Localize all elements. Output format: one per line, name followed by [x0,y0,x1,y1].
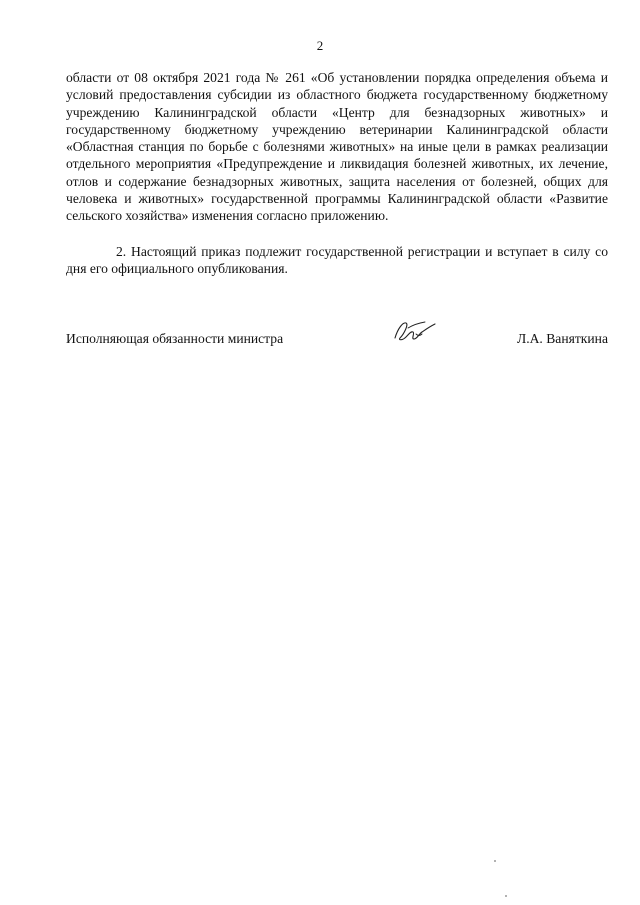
scan-speck [494,860,496,862]
page-number: 2 [316,38,324,53]
handwritten-signature-icon [389,314,439,344]
signature-block [66,328,608,352]
scan-speck [505,895,507,897]
signatory-name: Л.А. Ваняткина [517,331,608,346]
paragraph-1: области от 08 октября 2021 года № 261 «Об установлении порядка определения объема и условий предоставления субсидии из областного бюджета государственному бюджетному учреждению Калининградской области «Центр для безнадзорных животных» и государственному бюджетному учреждению ветеринарии Калининградской области «Областная станция по борьбе с болезнями животных» на иные цели в рамках реализации отдельного мероприятия «Предупреждение и ликвидация болезней животных, их лечение, отлов и содержание безнадзорных животных, защита населения от болезней, общих для человека и животных» государственной программы Калининградской области «Развитие сельского хозяйства» изменения согласно приложению. [66,70,608,224]
paragraph-2: 2. Настоящий приказ подлежит государственной регистрации и вступает в силу со дня его официального опубликования. [66,244,608,277]
signatory-title: Исполняющая обязанности министра [66,331,284,346]
